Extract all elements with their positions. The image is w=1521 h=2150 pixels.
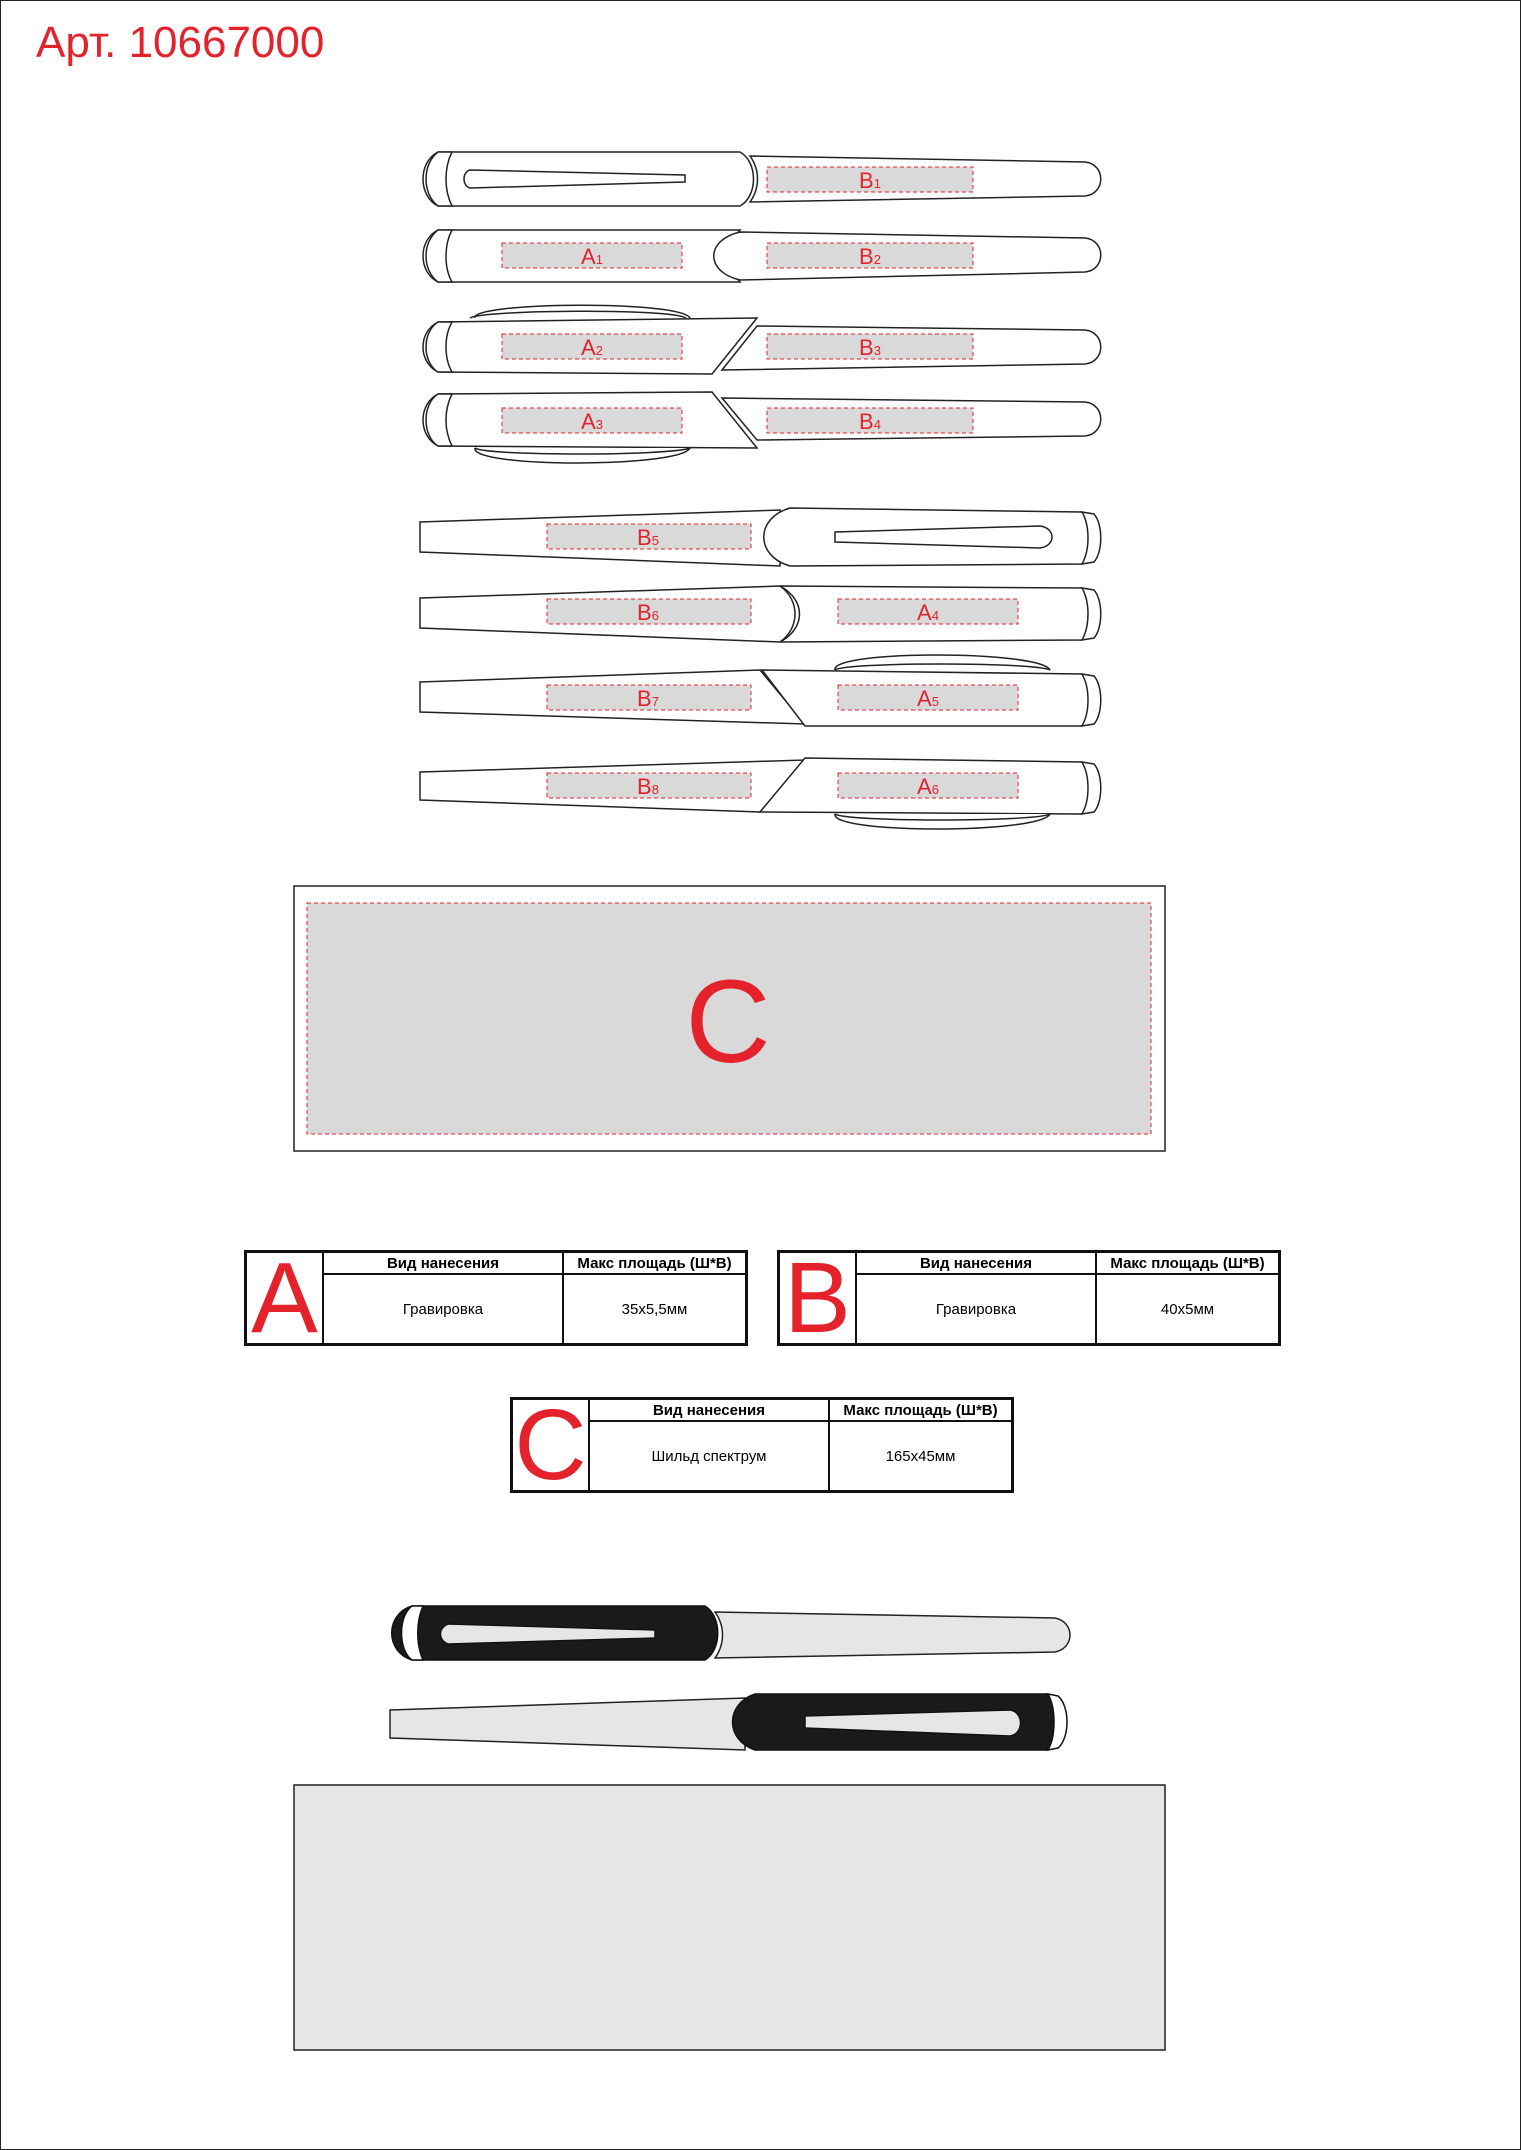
zone-a3	[502, 408, 682, 434]
svg-text:C: C	[685, 956, 771, 1088]
svg-text:B7: B7	[637, 686, 659, 711]
svg-text:A4: A4	[917, 600, 939, 625]
svg-text:B3: B3	[859, 335, 881, 360]
method-value: Гравировка	[324, 1275, 564, 1343]
svg-text:A1: A1	[581, 244, 603, 269]
svg-text:B5: B5	[637, 525, 659, 550]
svg-text:A2: A2	[581, 335, 603, 360]
pen-view-1	[423, 152, 1101, 206]
svg-text:B1: B1	[859, 168, 881, 193]
method-header: Вид нанесения	[590, 1400, 830, 1422]
area-value: 165x45мм	[885, 1447, 956, 1465]
spec-letter: A	[247, 1253, 324, 1343]
spec-table-b	[777, 1242, 1281, 1354]
zone-b4	[767, 408, 973, 434]
spec-table-a	[244, 1242, 748, 1354]
svg-text:A6: A6	[917, 774, 939, 799]
svg-text:A3: A3	[581, 409, 603, 434]
article-number: Арт. 10667000	[36, 18, 325, 67]
svg-text:B4: B4	[859, 409, 881, 434]
method-value: Шильд спектрум	[590, 1422, 830, 1490]
zone-a4	[838, 599, 1018, 625]
zone-b3	[767, 334, 973, 360]
area-header: Макс площадь (Ш*В)	[830, 1400, 1011, 1422]
spec-table-c	[510, 1389, 1014, 1501]
zone-b8	[547, 773, 751, 799]
pen-view-5	[420, 508, 1101, 566]
color-preview-pen-2	[390, 1694, 1067, 1750]
svg-text:A5: A5	[917, 686, 939, 711]
zone-b7	[547, 685, 751, 711]
method-header: Вид нанесения	[324, 1253, 564, 1275]
zone-b5	[547, 524, 751, 550]
spec-letter: B	[780, 1253, 857, 1343]
zone-a6	[838, 773, 1018, 799]
area-header: Макс площадь (Ш*В)	[1097, 1253, 1278, 1275]
zone-a5	[838, 685, 1018, 711]
svg-text:B2: B2	[859, 244, 881, 269]
spec-letter: C	[513, 1400, 590, 1490]
zone-b1	[767, 167, 973, 193]
area-header: Макс площадь (Ш*В)	[564, 1253, 745, 1275]
color-preview-pen-1	[392, 1606, 1070, 1660]
area-value: 40x5мм	[1160, 1300, 1215, 1318]
zone-b2	[767, 243, 973, 269]
svg-text:B8: B8	[637, 774, 659, 799]
zone-a1	[502, 243, 682, 269]
zone-c	[307, 903, 1151, 1134]
method-value: Гравировка	[857, 1275, 1097, 1343]
color-preview-box	[294, 1785, 1165, 2050]
area-value: 35x5,5мм	[621, 1300, 688, 1318]
method-header: Вид нанесения	[857, 1253, 1097, 1275]
zone-b6	[547, 599, 751, 625]
svg-text:B6: B6	[637, 600, 659, 625]
zone-a2	[502, 334, 682, 360]
